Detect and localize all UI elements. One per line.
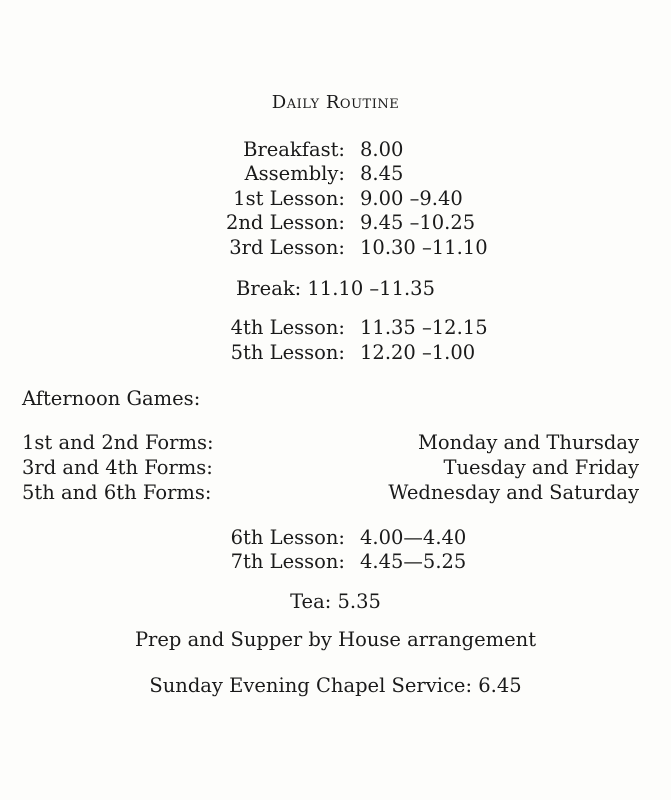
schedule-label: Breakfast: [243,138,345,161]
chapel-line: Sunday Evening Chapel Service: 6.45 [149,674,522,697]
schedule-time: 4.45—5.25 [360,550,467,573]
schedule-time: 11.35 –12.15 [360,316,488,339]
schedule-label: 7th Lesson: [230,550,345,573]
schedule-label: 4th Lesson: [230,316,345,339]
games-forms: 5th and 6th Forms: [22,481,212,504]
tea-line: Tea: 5.35 [290,590,381,613]
schedule-label: 5th Lesson: [230,341,345,364]
schedule-time: 9.00 –9.40 [360,187,463,210]
schedule-time: 8.00 [360,138,404,161]
prep-line: Prep and Supper by House arrangement [134,628,537,651]
games-forms: 3rd and 4th Forms: [22,456,213,479]
schedule-time: 10.30 –11.10 [360,236,488,259]
schedule-time: 8.45 [360,162,404,185]
games-days: Monday and Thursday [417,431,639,454]
break-line: Break: 11.10 –11.35 [236,277,435,300]
schedule-label: 6th Lesson: [230,526,345,549]
games-forms: 1st and 2nd Forms: [22,431,214,454]
games-days: Tuesday and Friday [443,456,639,479]
schedule-label: 3rd Lesson: [229,236,345,259]
schedule-label: 2nd Lesson: [225,211,345,234]
schedule-time: 12.20 –1.00 [360,341,476,364]
schedule-time: 4.00—4.40 [360,526,467,549]
schedule-label: Assembly: [244,162,345,185]
page-title: Daily Routine [271,92,400,113]
schedule-label: 1st Lesson: [233,187,345,210]
routine-page: Daily Routine Breakfast: 8.00 Assembly: 8.45 1st Lesson: 9.00 –9.40 2nd Lesson: 9.45 –10.25 3rd Lesson: 10.30 –11.10 Break: 11.10 –11.35 4th Lesson: 11.35 –12.15 5th Lesson: 12.20 –1.00 Afternoon Games: 1st and 2nd Forms: Monday and Thursday 3rd and 4th Forms: Tuesday and Friday 5th and 6th Forms: Wednesday and Saturday 6th Lesson: 4.00—4.40 7th Lesson: 4.45—5.25 Tea: 5.35 Prep and Supper by House arrangement Sunday Evening Chapel Service: 6.45 [0,0,671,800]
schedule-time: 9.45 –10.25 [360,211,476,234]
games-days: Wednesday and Saturday [388,481,639,504]
